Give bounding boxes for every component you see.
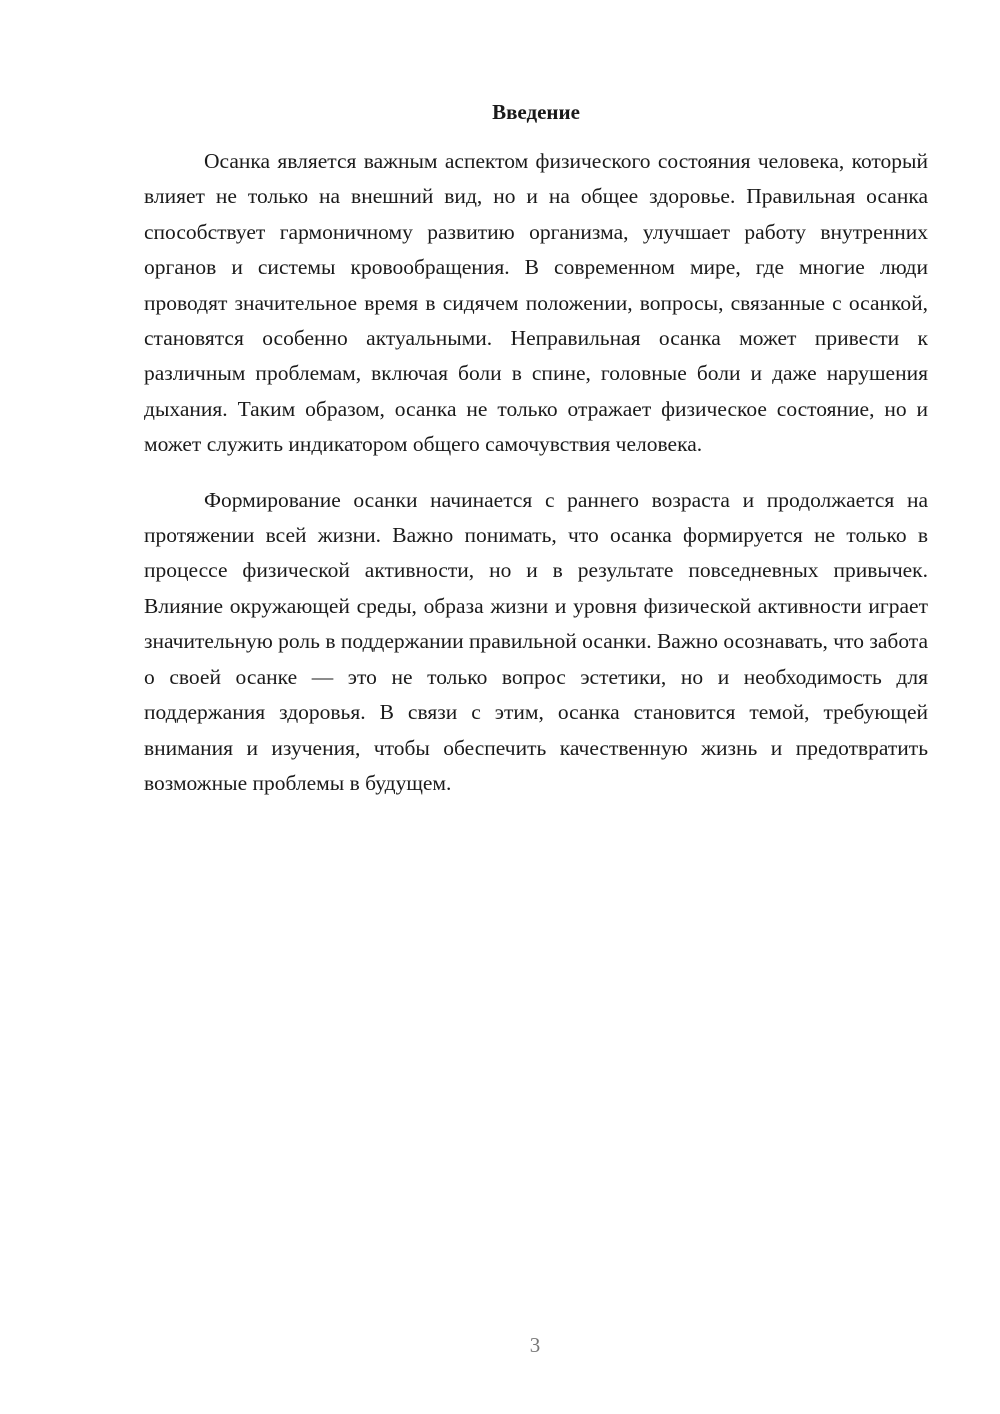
page-number: 3	[529, 1333, 541, 1357]
section-title: Введение	[492, 100, 580, 124]
page-content	[144, 96, 928, 821]
paragraph-2: Формирование осанки начинается с раннего возраста и продолжается на протяжении всей жизни. Важно понимать, что осанка формируется не только в процессе физической активности, но и в результате повседневных привычек. Влияние окружающей среды, образа жизни и уровня физической активности играет значительную роль в поддержании правильной осанки. Важно осознавать, что забота о своей осанке — это не только вопрос эстетики, но и необходимость для поддержания здоровья. В связи с этим, осанка становится темой, требующей внимания и изучения, чтобы обеспечить качественную жизнь и предотвратить возможные проблемы в будущем.	[144, 487, 928, 795]
paragraph-1: Осанка является важным аспектом физического состояния человека, который влияет не только на внешний вид, но и на общее здоровье. Правильная осанка способствует гармоничному развитию организма, улучшает работу внутренних органов и системы кровообращения. В современном мире, где многие люди проводят значительное время в сидячем положении, вопросы, связанные с осанкой, становятся особенно актуальными. Неправильная осанка может привести к различным проблемам, включая боли в спине, головные боли и даже нарушения дыхания. Таким образом, осанка не только отражает физическое состояние, но и может служить индикатором общего самочувствия человека.	[144, 149, 928, 457]
